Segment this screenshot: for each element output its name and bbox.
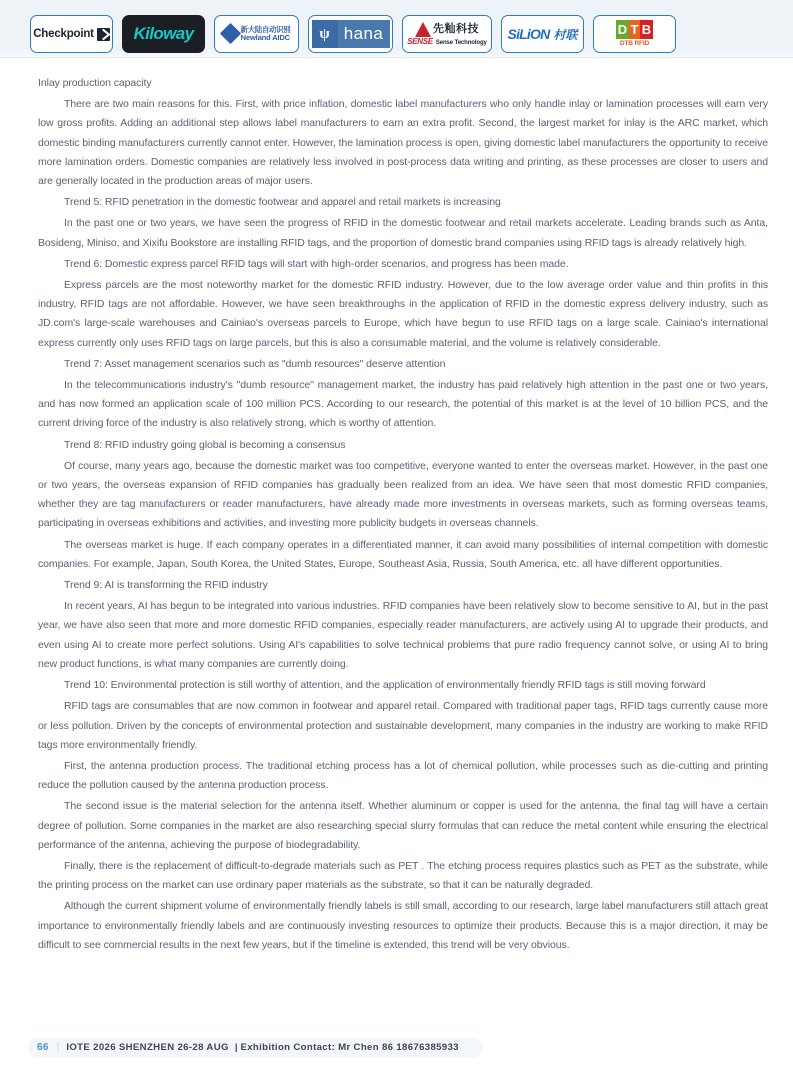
newland-diamond-icon [220,23,241,44]
trend-10-body: RFID tags are consumables that are now common in footwear and apparel retail. Compared with traditional paper tags, RFID tags currently cause more or less pollution. Driven by the concepts of environmental protection and sustainable development, many companies in the industry are working to make RFID tags more environmentally friendly. [38,700,768,751]
sponsor-logo-band [0,0,793,58]
logo-sense-label-cn: 先籼科技 [433,23,479,35]
trend-6-body: Express parcels are the most noteworthy market for the domestic RFID industry. However, due to the low average order value and thin profits in this industry, RFID tags are not affordable. However, we have seen breakthroughs in the application of RFID in the domestic express delivery industry, such as JD.com's large-scale warehouses and Cainiao's overseas parcels to Europe, which have begun to use RFID tags on a large scale. Cainiao's international express currently only uses RFID tags on large parcels, but this is also a consumable material, and the volume is relatively considerable. [38,279,768,349]
trend-7-body: In the telecommunications industry's "dumb resource" management market, the industry has paid relatively high attention in the past one or two years, and has now formed an application scale of 100 million PCS. According to our research, the potential of this market is at the level of 10 billion PCS, and the current driving force of the industry is also relatively strong, which is worthy of attention. [38,379,768,430]
footer-event-title: IOTE 2026 SHENZHEN 26-28 AUG [66,1042,229,1053]
logo-silion-label-cn: 村联 [553,27,578,42]
checkpoint-mark-icon [97,28,110,41]
trend-9-heading: Trend 9: AI is transforming the RFID industry [64,579,268,592]
trend-10-antenna: First, the antenna production process. The traditional etching process has a lot of chemical pollution, while processes such as die-cutting and printing reduce the pollution caused by the antenna production process. [38,759,768,792]
trend-5-heading: Trend 5: RFID penetration in the domestic footwear and apparel and retail markets is increasing [64,196,501,209]
section-heading-inlay: Inlay production capacity [38,77,152,89]
trend-10-pet: Finally, there is the replacement of difficult-to-degrade materials such as PET . The etching process requires plastics such as PET as the substrate, while the printing process on the market can use ordinary paper materials as the substrate, so that it can be naturally degraded. [38,859,768,892]
logo-sense-mark-label: SENSE [407,37,433,46]
logo-checkpoint-label: Checkpoint [33,28,94,40]
document-body [0,58,793,1018]
trend-9-body: In recent years, AI has begun to be integrated into various industries. RFID companies have been relatively slow to become sensitive to AI, but in the past year, we have also seen that more and more domestic RFID companies, especially reader manufacturers, are actively using AI to upgrade their products, and even using AI to create more perfect solutions. Using AI's capabilities to solve technical problems that pure radio frequency cannot solve, or using AI to bring new product functions, is what many companies are currently doing. [38,600,768,670]
trend-8-body: Of course, many years ago, because the domestic market was too competitive, everyone wanted to enter the overseas market. However, in the past one or two years, the overseas expansion of RFID companies has gradually been realized from an idea. We have seen that most domestic RFID companies, whether they are tag manufacturers or reader manufacturers, have already made more investments in overseas markets, such as forming overseas teams, participating in overseas exhibitions and activities, and investing more publicity budgets in overseas channels. [38,459,768,530]
footer-separator: | [56,1042,60,1053]
sponsor-logo-row [30,15,670,53]
logo-hana [308,15,393,53]
logo-kiloway [122,15,205,53]
footer-contact: Exhibition Contact: Mr Chen 86 18676385933 [240,1042,459,1053]
logo-sense-technology [402,15,492,53]
trend-10-closing: Although the current shipment volume of environmentally friendly labels is still small, according to our research, large label manufacturers still attach great importance to environmentally friendly labels and are continuously investing resources to optimize their products. Because this is a major direction, it may be difficult to see commercial results in the next few years, but if the timeline is extended, this trend will be very obvious. [38,900,768,951]
logo-silion-label-en: SiLiON [507,26,550,42]
dtb-letter-t: T [630,22,639,38]
trend-6-heading: Trend 6: Domestic express parcel RFID tags will start with high-order scenarios, and progress has been made. [64,257,569,270]
logo-silion [501,15,584,53]
logo-hana-label: hana [338,20,390,48]
logo-checkpoint [30,15,113,53]
paragraph-two-reasons: There are two main reasons for this. First, with price inflation, domestic label manufacturers who only handle inlay or lamination processes will earn very low gross profits. Adding an additional step allows label manufacturers to earn an extra profit. Second, the largest market for inlay is the ARC market, which domestic binding manufacturers currently cannot enter. However, the lamination process is open, giving domestic label manufacturers the opportunity to receive more lamination orders. Domestic companies are relatively less involved in post-process data writing and printing, as these processes are closer to users and are generally located in the production areas of major users. [38,98,768,188]
trend-8-body-2: The overseas market is huge. If each company operates in a differentiated manner, it can avoid many possibilities of internal competition with domestic companies. For example, Japan, South Korea, the United States, Europe, Southeast Asia, Russia, South America, etc. all have different opportunities. [38,538,768,570]
footer-divider: | [234,1042,238,1053]
trend-10-material: The second issue is the material selection for the antenna itself. Whether aluminum or copper is used for the antenna, the final tag will have a certain degree of pollution. Some companies in the market are also researching special slurry formulas that can reduce the metal content while ensuring the electrical performance of the antenna, achieving the purpose of biodegradability. [38,800,768,851]
logo-newland-label-en: Newland AIDC [240,32,290,42]
trend-8-heading: Trend 8: RFID industry going global is becoming a consensus [64,438,346,451]
trend-10-heading: Trend 10: Environmental protection is still worthy of attention, and the application of environmentally friendly RFID tags is still moving forward [64,679,706,692]
logo-newland-label-cn: 新大陆自动识别 [240,25,291,35]
logo-dtb-sublabel: DTB RFID [619,40,650,48]
page-number: 66 [37,1042,49,1053]
trend-5-body: In the past one or two years, we have seen the progress of RFID in the domestic footwear and retail markets accelerate. Leading brands such as Anta, Bosideng, Miniso, and Xixifu Bookstore are installing RFID tags, and the proportion of domestic brand companies using RFID tags is already relatively high. [38,217,768,249]
logo-newland-aidc [214,15,299,53]
logo-kiloway-label: Kiloway [133,24,194,43]
dtb-letter-d: D [617,22,628,38]
trend-7-heading: Trend 7: Asset management scenarios such as "dumb resources" deserve attention [64,357,446,370]
dtb-letter-b: B [641,22,652,38]
logo-sense-label-en: Sense Technology [435,40,487,46]
logo-dtb-rfid [593,15,676,53]
sense-triangle-icon [415,22,431,37]
hana-mark-icon: ψ [312,20,338,48]
page-footer [28,1038,483,1057]
